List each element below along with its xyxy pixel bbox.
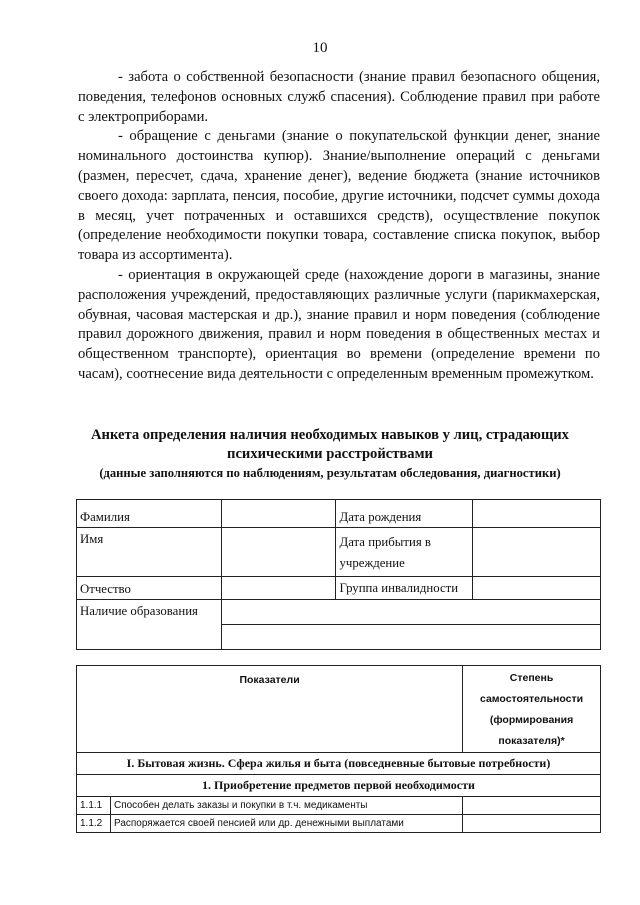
- table-row: [77, 815, 601, 833]
- indicators-table: [76, 665, 601, 833]
- questionnaire-title: Анкета определения наличия необходимых навыков у лиц, страдающих психическими расстройствами: [91, 427, 569, 462]
- row-value-cell[interactable]: [463, 815, 601, 833]
- patronymic-field[interactable]: [221, 577, 336, 600]
- name-field[interactable]: [221, 528, 336, 577]
- birth-date-label: Дата рождения: [336, 500, 473, 528]
- table-row: [77, 500, 601, 528]
- questionnaire-subtitle: (данные заполняются по наблюдениям, результатам обследования, диагностики): [99, 466, 561, 480]
- table-row: [77, 666, 601, 753]
- table-row: [77, 775, 601, 797]
- subsection-title: 1. Приобретение предметов первой необходимости: [77, 775, 601, 797]
- row-value-cell[interactable]: [463, 797, 601, 815]
- row-text: Способен делать заказы и покупки в т.ч. медикаменты: [110, 797, 462, 815]
- personal-info-table: [76, 499, 601, 650]
- disability-group-label: Группа инвалидности: [336, 577, 473, 600]
- row-text: Распоряжается своей пенсией или др. денежными выплатами: [110, 815, 462, 833]
- paragraph-orientation: - ориентация в окружающей среде (нахождение дороги в магазины, знание расположения учреждений, предоставляющих различные услуги (парикмахерская, обувная, часовая мастерская и др.), знание правил и норм поведения (соблюдение правил дорожного движения, правил и норм поведения в общественных местах и общественном транспорте), ориентация во времени (определение времени по часам), соотнесение вида деятельности с определенным временным промежутком.: [78, 266, 600, 382]
- body-text: [78, 68, 600, 385]
- arrival-date-label: Дата прибытия в учреждение: [336, 528, 473, 577]
- disability-group-field[interactable]: [473, 577, 601, 600]
- row-number: 1.1.2: [77, 815, 111, 833]
- section-title: I. Бытовая жизнь. Сфера жилья и быта (повседневные бытовые потребности): [77, 753, 601, 775]
- row-number: 1.1.1: [77, 797, 111, 815]
- indicators-header-label: Показатели: [77, 666, 463, 753]
- birth-date-field[interactable]: [473, 500, 601, 528]
- table-row: [77, 753, 601, 775]
- page-number: 10: [312, 40, 328, 56]
- patronymic-label: Отчество: [77, 577, 222, 600]
- education-field-1[interactable]: [221, 600, 600, 625]
- name-label: Имя: [77, 528, 222, 577]
- indicators-header-degree: Степень самостоятельности (формирования показателя)*: [463, 666, 601, 753]
- education-field-2[interactable]: [221, 625, 600, 650]
- paragraph-money: - обращение с деньгами (знание о покупательской функции денег, знание номинального достоинства купюр). Знание/выполнение операций с деньгами (размен, пересчет, сдача, хранение денег), ведение бюджета (знание источников своего дохода: зарплата, пенсия, пособие, другие источники, подсчет суммы дохода в месяц, учет потраченных и оставшихся средств), осуществление покупок (определение необходимости покупки товара, составление списка покупок, выбор товара из ассортимента).: [78, 128, 600, 264]
- surname-label: Фамилия: [77, 500, 222, 528]
- table-row: [77, 528, 601, 577]
- paragraph-safety: - забота о собственной безопасности (знание правил безопасного общения, поведения, телефонов основных служб спасения). Соблюдение правил при работе с электроприборами.: [78, 69, 600, 125]
- table-row: [77, 797, 601, 815]
- education-label: Наличие образования: [77, 600, 222, 650]
- arrival-date-field[interactable]: [473, 528, 601, 577]
- table-row: [77, 577, 601, 600]
- table-row: [77, 600, 601, 625]
- surname-field[interactable]: [221, 500, 336, 528]
